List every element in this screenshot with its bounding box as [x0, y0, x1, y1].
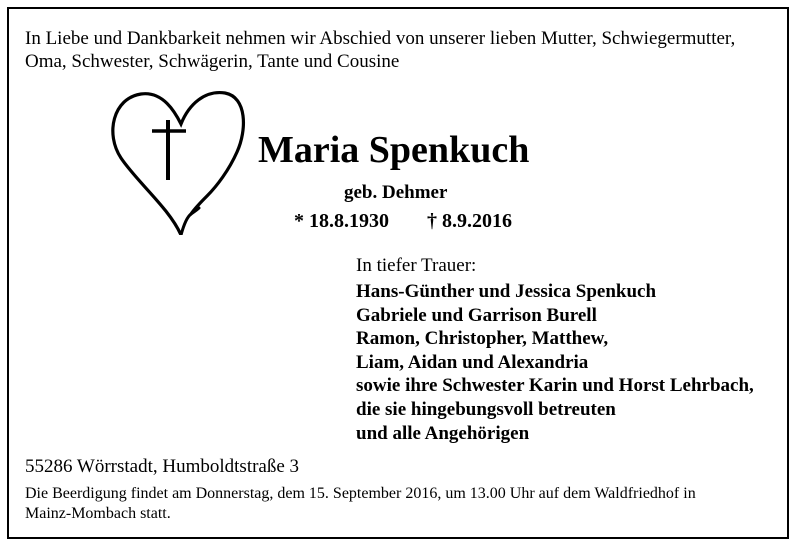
mourner-line: Liam, Aidan und Alexandria [356, 351, 589, 373]
funeral-line-2: Mainz-Mombach statt. [25, 505, 171, 522]
mourner-line: Gabriele und Garrison Burell [356, 304, 597, 326]
intro-line-1: In Liebe und Dankbarkeit nehmen wir Abschied von unserer lieben Mutter, Schwiegermutter, [25, 28, 736, 49]
address: 55286 Wörrstadt, Humboldtstraße 3 [25, 456, 300, 477]
funeral-notice [25, 484, 785, 524]
mourner-line: sowie ihre Schwester Karin und Horst Lehrbach, [356, 375, 754, 397]
mourner-line: Hans-Günther und Jessica Spenkuch [356, 281, 657, 302]
heart-cross-icon [107, 90, 247, 235]
funeral-line-1: Die Beerdigung findet am Donnerstag, dem 15. September 2016, um 13.00 Uhr auf dem Waldfriedhof in [25, 485, 696, 502]
born-name: geb. Dehmer [344, 182, 448, 203]
mourner-line: und alle Angehörigen [356, 422, 530, 444]
death-date: † 8.9.2016 [427, 210, 512, 232]
intro-line-2: Oma, Schwester, Schwägerin, Tante und Cousine [25, 51, 400, 72]
mourning-heading: In tiefer Trauer: [356, 255, 477, 276]
birth-date: * 18.8.1930 [294, 210, 389, 232]
mourners-list [356, 280, 754, 445]
mourner-line: die sie hingebungsvoll betreuten [356, 398, 616, 420]
mourner-line: Ramon, Christopher, Matthew, [356, 328, 609, 350]
intro-text [25, 27, 785, 73]
deceased-name: Maria Spenkuch [258, 129, 530, 171]
